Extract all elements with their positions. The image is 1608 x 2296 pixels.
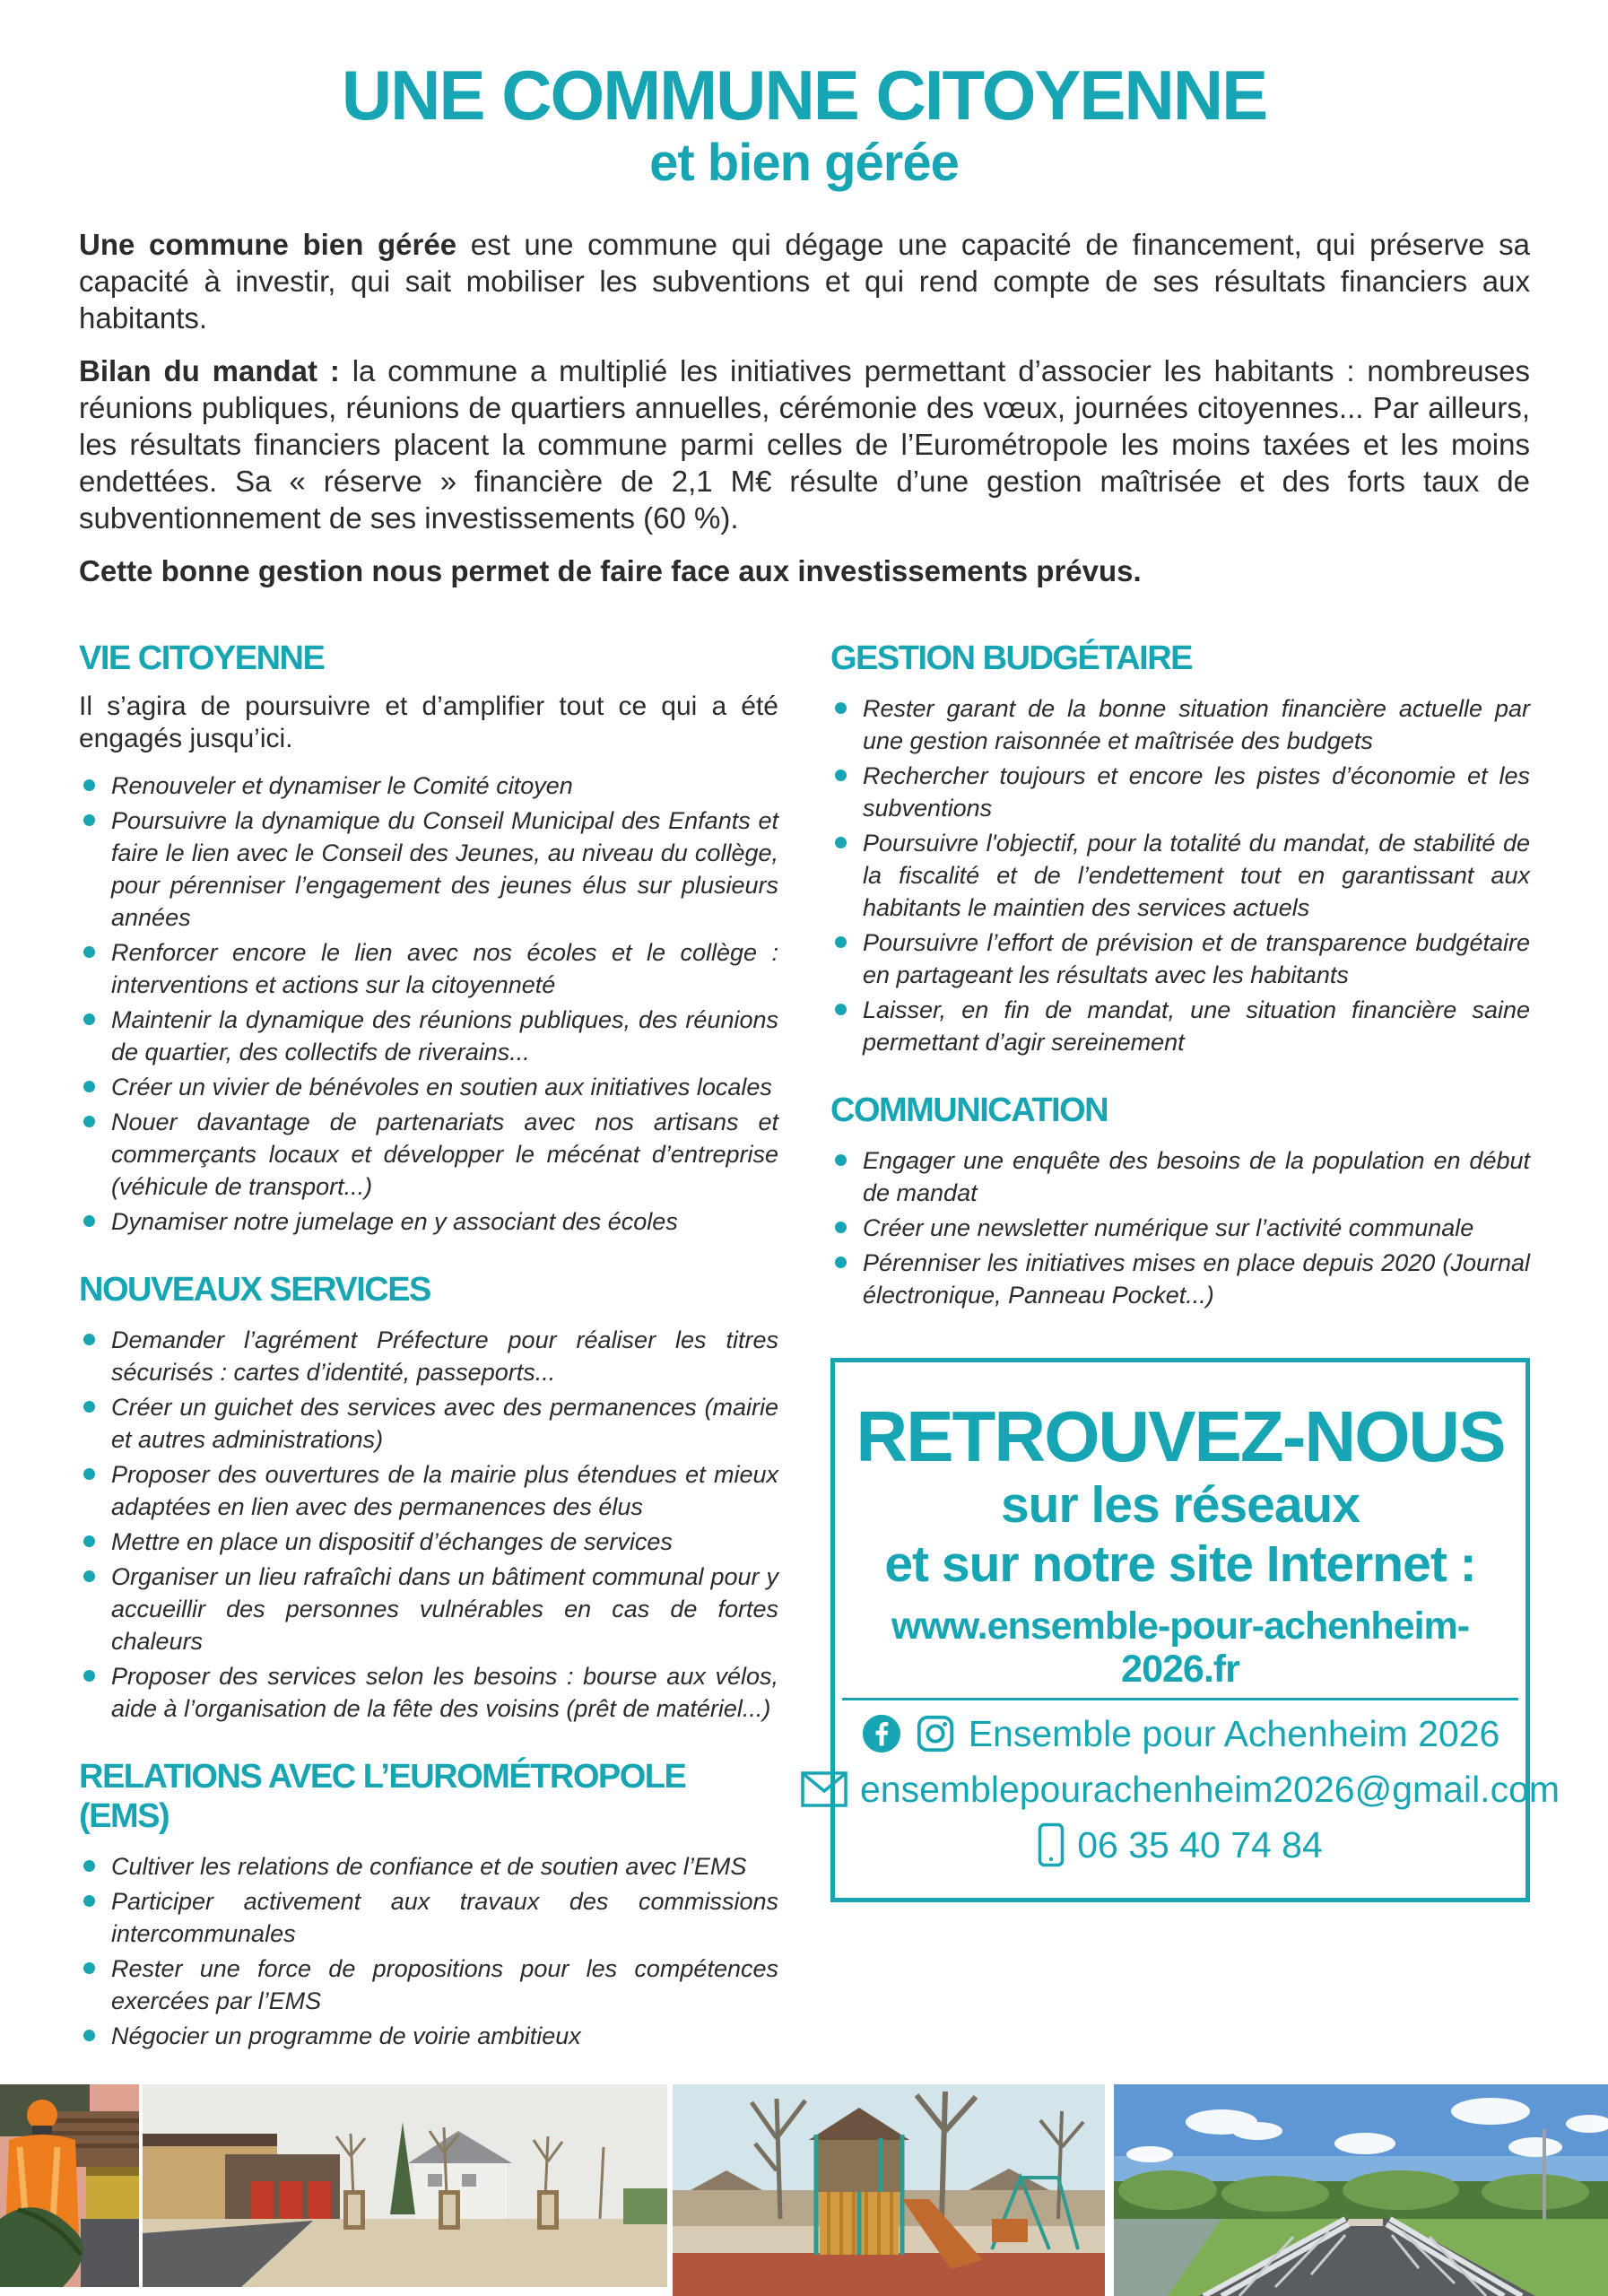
page-header bbox=[0, 56, 1608, 192]
envelope-icon bbox=[801, 1771, 847, 1807]
intro-paragraphs bbox=[79, 226, 1530, 605]
facebook-icon[interactable] bbox=[861, 1713, 902, 1754]
list-item: Participer activement aux travaux des commissions intercommunales bbox=[79, 1885, 778, 1950]
list-item: Rester une force de propositions pour les compétences exercées par l’EMS bbox=[79, 1952, 778, 2017]
list-item: Organiser un lieu rafraîchi dans un bâtiment communal pour y accueillir des personnes vulnérables en cas de fortes chaleurs bbox=[79, 1561, 778, 1657]
intro-conclusion: Cette bonne gestion nous permet de faire face aux investissements prévus. bbox=[79, 554, 1142, 587]
photo-road-worker bbox=[0, 2084, 139, 2287]
list-item: Rechercher toujours et encore les pistes d’économie et les subventions bbox=[830, 760, 1530, 824]
contact-box-title: RETROUVEZ-NOUS bbox=[856, 1396, 1505, 1476]
list-item: Renouveler et dynamiser le Comité citoyen bbox=[79, 770, 778, 802]
list-item: Renforcer encore le lien avec nos écoles et le collège : interventions et actions sur la citoyenneté bbox=[79, 936, 778, 1001]
photo-footbridge bbox=[1114, 2084, 1608, 2296]
gestion-budgetaire-list bbox=[830, 692, 1530, 1058]
section-heading-relations-ems: RELATIONS AVEC L’EUROMÉTROPOLE (EMS) bbox=[79, 1758, 686, 1835]
list-item: Laisser, en fin de mandat, une situation financière saine permettant d’agir sereinement bbox=[830, 994, 1530, 1058]
list-item: Dynamiser notre jumelage en y associant des écoles bbox=[79, 1205, 778, 1238]
list-item: Engager une enquête des besoins de la population en début de mandat bbox=[830, 1144, 1530, 1209]
list-item: Créer une newsletter numérique sur l’activité communale bbox=[830, 1212, 1530, 1244]
intro-paragraph-2 bbox=[79, 352, 1530, 536]
contact-box-line2: sur les réseaux bbox=[1000, 1476, 1360, 1534]
list-item: Proposer des ouvertures de la mairie plus étendues et mieux adaptées en lien avec des permanences des élus bbox=[79, 1458, 778, 1523]
photo-village-square-saplings bbox=[143, 2084, 667, 2287]
website-link[interactable]: www.ensemble-pour-achenheim-2026.fr bbox=[842, 1601, 1518, 1700]
intro-paragraph-1 bbox=[79, 226, 1530, 336]
phone-row bbox=[842, 1822, 1518, 1867]
section-heading-nouveaux-services: NOUVEAUX SERVICES bbox=[79, 1271, 430, 1309]
vie-citoyenne-intro: Il s’agira de poursuivre et d’amplifier tout ce qui a été engagés jusqu’ici. bbox=[79, 691, 778, 753]
intro-paragraph-1-lead: Une commune bien gérée bbox=[79, 228, 457, 261]
phone-icon bbox=[1038, 1822, 1065, 1867]
contact-box-line3: et sur notre site Internet : bbox=[884, 1535, 1476, 1593]
list-item: Poursuivre la dynamique du Conseil Municipal des Enfants et faire le lien avec le Conseil des Jeunes, au niveau du collège, pour pérenniser l’engagement des jeunes élus sur plusieurs années bbox=[79, 804, 778, 934]
intro-paragraph-1-text: est une commune qui dégage une capacité de financement, qui préserve sa capacité à investir, qui sait mobiliser les subventions et qui rend compte de ses résultats financiers aux habitants. bbox=[79, 228, 1530, 335]
list-item: Pérenniser les initiatives mises en place depuis 2020 (Journal électronique, Panneau Pocket...) bbox=[830, 1247, 1530, 1311]
list-item: Maintenir la dynamique des réunions publiques, des réunions de quartier, des collectifs de riverains... bbox=[79, 1004, 778, 1068]
contact-box bbox=[830, 1358, 1560, 1902]
intro-paragraph-2-lead: Bilan du mandat : bbox=[79, 354, 340, 387]
section-heading-vie-citoyenne: VIE CITOYENNE bbox=[79, 639, 325, 677]
page-title: UNE COMMUNE CITOYENNE bbox=[341, 56, 1267, 135]
intro-paragraph-2-text: la commune a multiplié les initiatives permettant d’associer les habitants : nombreuses réunions publiques, réunions de quartiers annuelles, cérémonie des vœux, journées citoyennes... Par ailleurs, les résultats financiers placent la commune parmi celles de l’Eurométropole les moins taxées et les moins endettées. Sa « réserve » financière de 2,1 M€ résulte d’une gestion maîtrisée et des forts taux de subventionnement de ses investissements (60 %). bbox=[79, 354, 1530, 535]
photo-playground bbox=[673, 2084, 1105, 2296]
list-item: Négocier un programme de voirie ambitieux bbox=[79, 2020, 778, 2052]
left-column bbox=[79, 639, 778, 2055]
list-item: Créer un guichet des services avec des permanences (mairie et autres administrations) bbox=[79, 1391, 778, 1456]
content-columns bbox=[79, 639, 1560, 2055]
list-item: Poursuivre l'objectif, pour la totalité du mandat, de stabilité de la fiscalité et de l’endettement tout en garantissant aux habitants le maintien des services actuels bbox=[830, 827, 1530, 924]
section-heading-gestion-budgetaire: GESTION BUDGÉTAIRE bbox=[830, 639, 1192, 677]
social-label[interactable]: Ensemble pour Achenheim 2026 bbox=[968, 1713, 1500, 1754]
list-item: Proposer des services selon les besoins : bourse aux vélos, aide à l’organisation de la fête des voisins (prêt de matériel...) bbox=[79, 1660, 778, 1725]
list-item: Poursuivre l’effort de prévision et de transparence budgétaire en partageant les résultats avec les habitants bbox=[830, 926, 1530, 991]
relations-ems-list bbox=[79, 1850, 778, 2052]
phone-number[interactable]: 06 35 40 74 84 bbox=[1077, 1824, 1323, 1866]
list-item: Nouer davantage de partenariats avec nos artisans et commerçants locaux et développer le mécénat d’entreprise (véhicule de transport...) bbox=[79, 1106, 778, 1203]
communication-list bbox=[830, 1144, 1530, 1311]
email-row bbox=[842, 1767, 1560, 1812]
nouveaux-services-list bbox=[79, 1324, 778, 1725]
right-column bbox=[830, 639, 1560, 1902]
page-subtitle: et bien gérée bbox=[649, 134, 959, 192]
section-heading-communication: COMMUNICATION bbox=[830, 1091, 1108, 1129]
list-item: Cultiver les relations de confiance et de soutien avec l’EMS bbox=[79, 1850, 778, 1883]
list-item: Créer un vivier de bénévoles en soutien aux initiatives locales bbox=[79, 1071, 778, 1103]
vie-citoyenne-list bbox=[79, 770, 778, 1238]
social-row bbox=[842, 1711, 1518, 1756]
instagram-icon[interactable] bbox=[915, 1713, 956, 1754]
list-item: Rester garant de la bonne situation financière actuelle par une gestion raisonnée et maîtrisée des budgets bbox=[830, 692, 1530, 757]
list-item: Demander l’agrément Préfecture pour réaliser les titres sécurisés : cartes d’identité, passeports... bbox=[79, 1324, 778, 1388]
list-item: Mettre en place un dispositif d’échanges de services bbox=[79, 1526, 778, 1558]
email-address[interactable]: ensemblepourachenheim2026@gmail.com bbox=[859, 1769, 1560, 1810]
